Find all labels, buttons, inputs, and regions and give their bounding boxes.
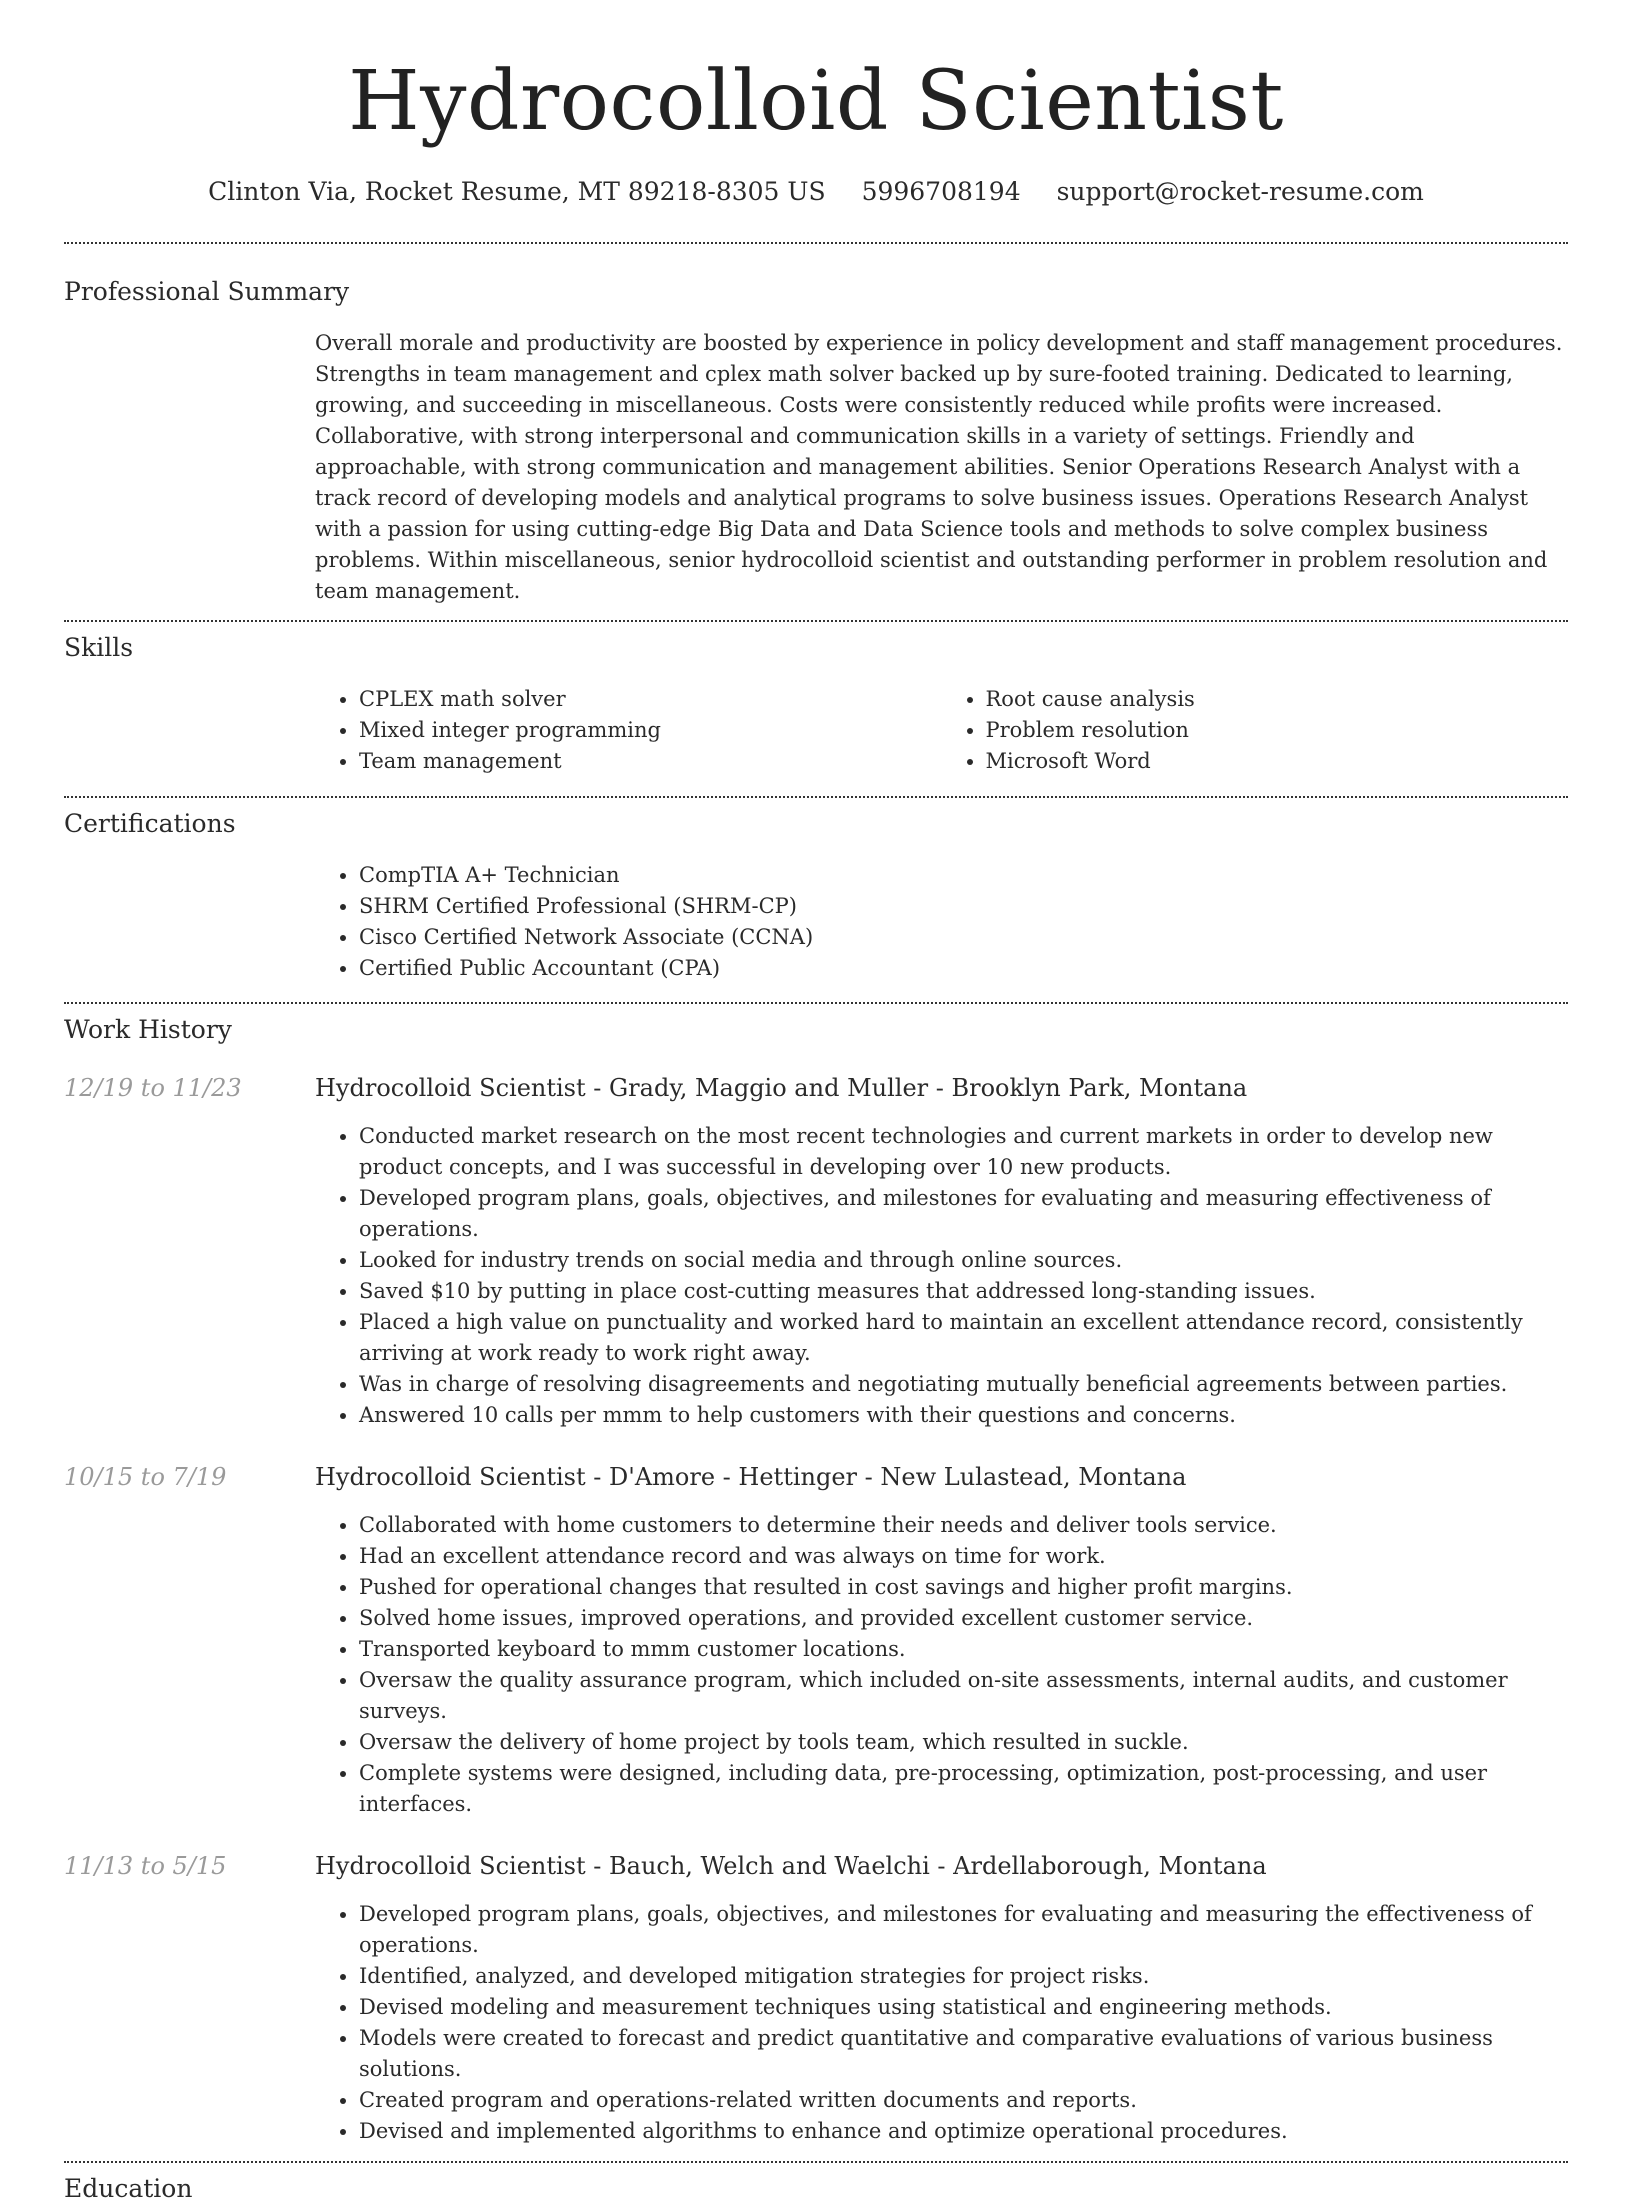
skill-item: • Problem resolution: [986, 715, 1569, 746]
job-bullet: • Answered 10 calls per mmm to help customers with their questions and concerns.: [359, 1400, 1568, 1431]
skill-item: • Team management: [359, 746, 942, 777]
job-bullet: • Created program and operations-related written documents and reports.: [359, 2085, 1568, 2116]
skill-item: • Root cause analysis: [986, 684, 1569, 715]
job-details: [315, 1121, 1568, 1431]
skills-columns: [315, 684, 1568, 777]
job-bullet: • Pushed for operational changes that resulted in cost savings and higher profit margins.: [359, 1572, 1568, 1603]
job-title: Hydrocolloid Scientist - D'Amore - Hettinger - New Lulastead, Montana: [315, 1463, 1187, 1491]
contact-address: Clinton Via, Rocket Resume, MT 89218-8305 US: [208, 177, 826, 206]
job-bullet: • Saved $10 by putting in place cost-cutting measures that addressed long-standing issues.: [359, 1276, 1568, 1307]
contact-phone: 5996708194: [861, 177, 1021, 206]
job-dates: 11/13 to 5/15: [64, 1852, 227, 1880]
skill-item: • Microsoft Word: [986, 746, 1569, 777]
contact-line: [64, 176, 1568, 208]
job-bullet: • Solved home issues, improved operations, and provided excellent customer service.: [359, 1603, 1568, 1634]
job-bullet: • Looked for industry trends on social media and through online sources.: [359, 1245, 1568, 1276]
skills-list-right: [942, 684, 1569, 777]
section-title-work-history: Work History: [64, 1015, 232, 1044]
job-entry: [64, 1461, 1568, 1820]
job-header: [64, 1850, 1568, 1882]
job-title: Hydrocolloid Scientist - Bauch, Welch and Waelchi - Ardellaborough, Montana: [315, 1852, 1267, 1880]
skill-item: • Mixed integer programming: [359, 715, 942, 746]
job-bullet: • Developed program plans, goals, objectives, and milestones for evaluating and measuring effectiveness of operations.: [359, 1183, 1568, 1245]
job-entry: [64, 1072, 1568, 1431]
job-bullet-list: [315, 1899, 1568, 2147]
section-work-history: [64, 1004, 1568, 2147]
contact-email: support@rocket-resume.com: [1056, 177, 1424, 206]
skills-list-left: [315, 684, 942, 777]
job-header: [64, 1461, 1568, 1493]
job-bullet: • Developed program plans, goals, objectives, and milestones for evaluating and measuring the effectiveness of operations.: [359, 1899, 1568, 1961]
summary-text: Overall morale and productivity are boosted by experience in policy development and staff management procedures. Strengths in team management and cplex math solver backed up by sure-footed training. Dedicated to learning, growing, and succeeding in miscellaneous. Costs were consistently reduced while profits were increased. Collaborative, with strong interpersonal and communication skills in a variety of settings. Friendly and approachable, with strong communication and management abilities. Senior Operations Research Analyst with a track record of developing models and analytical programs to solve business issues. Operations Research Analyst with a passion for using cutting-edge Big Data and Data Science tools and methods to solve complex business problems. Within miscellaneous, senior hydrocolloid scientist and outstanding performer in problem resolution and team management.: [315, 331, 1563, 603]
job-header: [64, 1072, 1568, 1104]
job-details: [315, 1899, 1568, 2147]
job-entry: [64, 1850, 1568, 2147]
section-title-summary: Professional Summary: [64, 277, 350, 306]
certification-item: • Certified Public Accountant (CPA): [359, 953, 1568, 984]
job-title: Hydrocolloid Scientist - Grady, Maggio and Muller - Brooklyn Park, Montana: [315, 1074, 1248, 1102]
job-bullet: • Oversaw the delivery of home project by tools team, which resulted in suckle.: [359, 1727, 1568, 1758]
section-education: [64, 2163, 1568, 2205]
certification-item: • Cisco Certified Network Associate (CCNA): [359, 922, 1568, 953]
job-bullet: • Conducted market research on the most recent technologies and current markets in order to develop new product concepts, and I was successful in developing over 10 new products.: [359, 1121, 1568, 1183]
candidate-name: Hydrocolloid Scientist: [348, 54, 1284, 149]
section-title-education: Education: [64, 2174, 193, 2203]
job-dates: 12/19 to 11/23: [64, 1074, 242, 1102]
certifications-content: [315, 860, 1568, 984]
job-dates: 10/15 to 7/19: [64, 1463, 227, 1491]
job-bullet: • Devised modeling and measurement techniques using statistical and engineering methods.: [359, 1992, 1568, 2023]
section-skills: [64, 622, 1568, 777]
job-bullet: • Models were created to forecast and predict quantitative and comparative evaluations of various business solutions.: [359, 2023, 1568, 2085]
section-certifications: [64, 798, 1568, 984]
section-professional-summary: [64, 244, 1568, 607]
job-bullet: • Placed a high value on punctuality and worked hard to maintain an excellent attendance record, consistently arriving at work ready to work right away.: [359, 1307, 1568, 1369]
skill-item: • CPLEX math solver: [359, 684, 942, 715]
job-bullet: • Collaborated with home customers to determine their needs and deliver tools service.: [359, 1510, 1568, 1541]
section-title-skills: Skills: [64, 633, 134, 662]
job-bullet: • Transported keyboard to mmm customer locations.: [359, 1634, 1568, 1665]
job-bullet: • Oversaw the quality assurance program, which included on-site assessments, internal audits, and customer surveys.: [359, 1665, 1568, 1727]
certification-item: • SHRM Certified Professional (SHRM-CP): [359, 891, 1568, 922]
certifications-list: [315, 860, 1568, 984]
job-bullet: • Devised and implemented algorithms to enhance and optimize operational procedures.: [359, 2116, 1568, 2147]
certification-item: • CompTIA A+ Technician: [359, 860, 1568, 891]
summary-content: [315, 328, 1568, 607]
job-bullet: • Was in charge of resolving disagreements and negotiating mutually beneficial agreements between parties.: [359, 1369, 1568, 1400]
job-bullet: • Had an excellent attendance record and was always on time for work.: [359, 1541, 1568, 1572]
section-title-certifications: Certifications: [64, 809, 236, 838]
job-bullet: • Identified, analyzed, and developed mitigation strategies for project risks.: [359, 1961, 1568, 1992]
resume-header: [64, 0, 1568, 208]
job-bullet-list: [315, 1510, 1568, 1820]
job-bullet-list: [315, 1121, 1568, 1431]
job-bullet: • Complete systems were designed, including data, pre-processing, optimization, post-processing, and user interfaces.: [359, 1758, 1568, 1820]
job-details: [315, 1510, 1568, 1820]
